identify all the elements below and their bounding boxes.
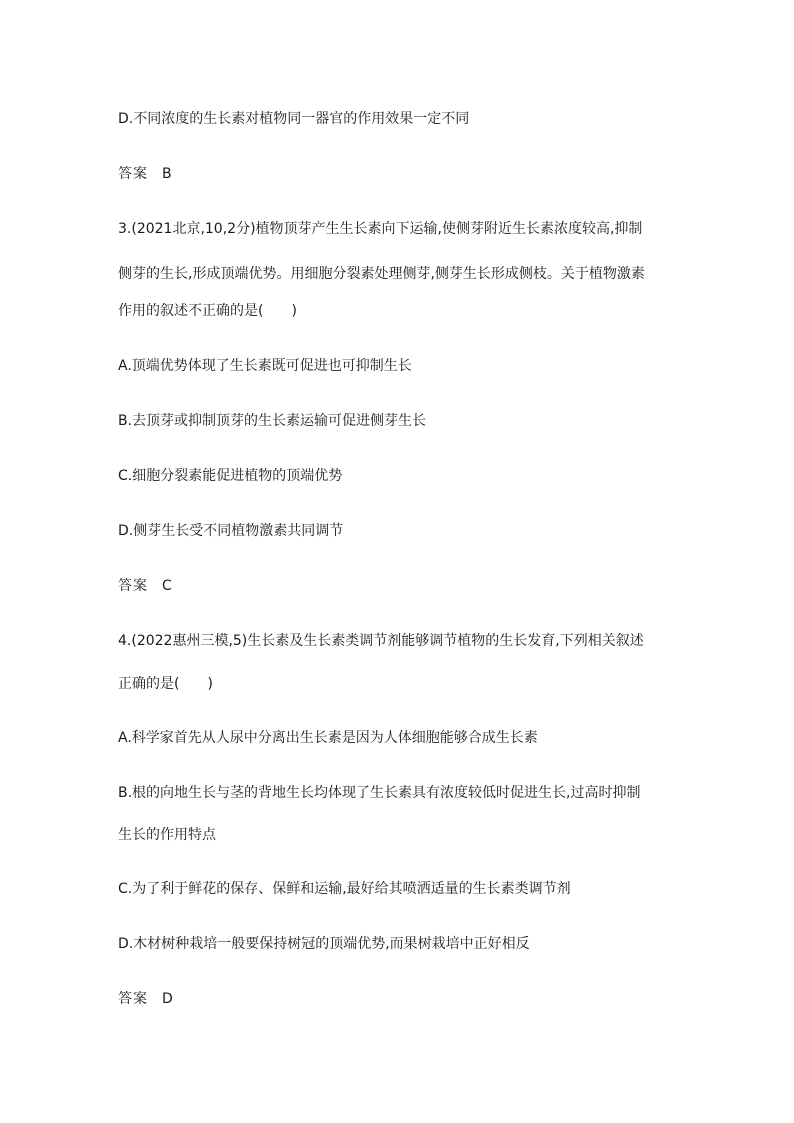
question-3-option-b: B.去顶芽或抑制顶芽的生长素运输可促进侧芽生长 (118, 413, 427, 429)
question-4-option-c: C.为了利于鲜花的保存、保鲜和运输,最好给其喷洒适量的生长素类调节剂 (118, 881, 571, 897)
question-3-stem-line-3: 作用的叙述不正确的是( ) (118, 303, 297, 319)
question-3-stem-line-1: 3.(2021北京,10,2分)植物顶芽产生生长素向下运输,使侧芽附近生长素浓度较高,抑制 (118, 221, 643, 237)
question-3-option-d: D.侧芽生长受不同植物激素共同调节 (118, 523, 344, 539)
question-4-stem-line-1: 4.(2022惠州三模,5)生长素及生长素类调节剂能够调节植物的生长发育,下列相关叙述 (118, 633, 644, 649)
answer-label: 答案 (118, 991, 148, 1007)
question-4-option-a: A.科学家首先从人尿中分离出生长素是因为人体细胞能够合成生长素 (118, 730, 538, 746)
question-2-option-d: D.不同浓度的生长素对植物同一器官的作用效果一定不同 (118, 111, 470, 127)
question-3-answer (118, 576, 754, 596)
question-4-option-b-line-2: 生长的作用特点 (118, 827, 216, 843)
answer-value: C (162, 578, 172, 594)
question-3-option-a: A.顶端优势体现了生长素既可促进也可抑制生长 (118, 358, 412, 374)
answer-value: B (162, 166, 172, 182)
question-4-option-d: D.木材树种栽培一般要保持树冠的顶端优势,而果树栽培中正好相反 (118, 936, 530, 952)
question-4-option-b-line-1: B.根的向地生长与茎的背地生长均体现了生长素具有浓度较低时促进生长,过高时抑制 (118, 785, 641, 801)
question-3-option-c: C.细胞分裂素能促进植物的顶端优势 (118, 468, 343, 484)
question-4-stem-line-2: 正确的是( ) (118, 676, 213, 692)
question-4-answer (118, 989, 754, 1009)
answer-label: 答案 (118, 166, 148, 182)
question-2-answer (118, 164, 754, 184)
answer-value: D (162, 991, 173, 1007)
answer-label: 答案 (118, 578, 148, 594)
question-3-stem-line-2: 侧芽的生长,形成顶端优势。用细胞分裂素处理侧芽,侧芽生长形成侧枝。关于植物激素 (118, 266, 645, 282)
